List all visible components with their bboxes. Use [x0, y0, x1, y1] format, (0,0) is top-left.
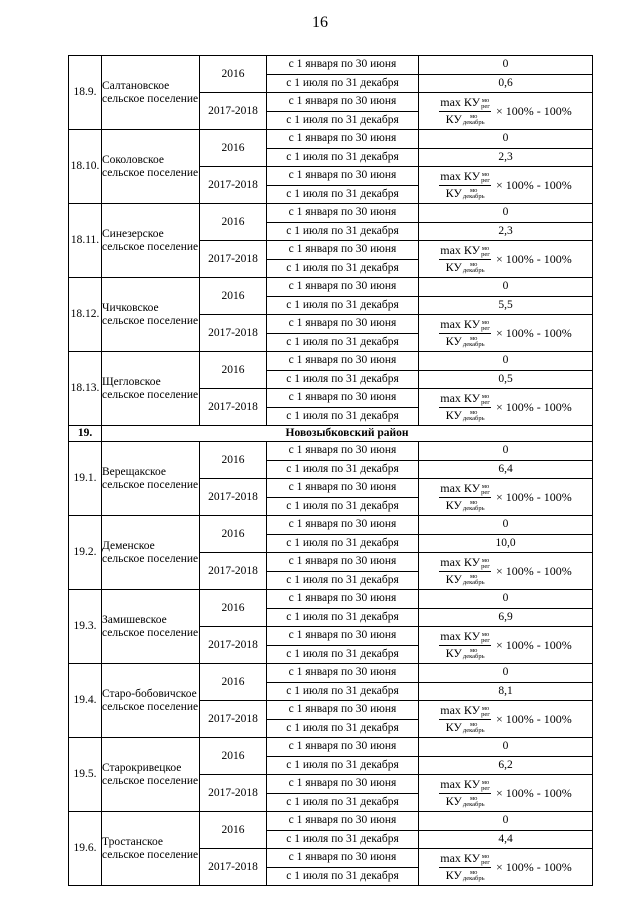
- value-cell: 0: [419, 442, 593, 461]
- value-cell: 2,3: [419, 148, 593, 167]
- formula-numerator: max КУ мо рег: [440, 555, 490, 570]
- value-cell: 0: [419, 738, 593, 757]
- formula-numerator: max КУ мо рег: [440, 777, 490, 792]
- value-cell: 10,0: [419, 534, 593, 553]
- formula-tail: × 100% - 100%: [495, 326, 572, 340]
- formula-numerator: max КУ мо рег: [440, 851, 490, 866]
- formula-cell: [419, 241, 593, 278]
- settlement-name: Верещакское сельское поселение: [102, 442, 200, 516]
- period-cell: с 1 июля по 31 декабря: [267, 74, 419, 93]
- formula-fraction: [439, 244, 491, 274]
- formula-denominator: КУ мо декабрь: [445, 571, 485, 586]
- value-cell: 0: [419, 664, 593, 683]
- period-cell: с 1 июля по 31 декабря: [267, 370, 419, 389]
- value-cell: 0: [419, 278, 593, 297]
- period-cell: с 1 января по 30 июня: [267, 278, 419, 297]
- table-row: [69, 812, 593, 831]
- formula-cell: [419, 389, 593, 426]
- value-cell: 0: [419, 204, 593, 223]
- year-cell: 2016: [200, 590, 267, 627]
- year-cell: 2016: [200, 442, 267, 479]
- period-cell: с 1 января по 30 июня: [267, 56, 419, 75]
- value-cell: 0: [419, 516, 593, 535]
- year-cell: 2017-2018: [200, 553, 267, 590]
- period-cell: с 1 июля по 31 декабря: [267, 111, 419, 130]
- period-cell: с 1 июля по 31 декабря: [267, 645, 419, 664]
- table-row: [69, 664, 593, 683]
- period-cell: с 1 июля по 31 декабря: [267, 830, 419, 849]
- period-cell: с 1 января по 30 июня: [267, 590, 419, 609]
- settlement-name: Синезерское сельское поселение: [102, 204, 200, 278]
- year-cell: 2016: [200, 204, 267, 241]
- formula-fraction: [439, 556, 491, 586]
- row-number: 19.3.: [69, 590, 102, 664]
- formula-cell: [419, 167, 593, 204]
- period-cell: с 1 июля по 31 декабря: [267, 682, 419, 701]
- growth-formula: [419, 389, 592, 425]
- value-cell: 6,4: [419, 460, 593, 479]
- table-row: [69, 352, 593, 371]
- formula-numerator: max КУ мо рег: [440, 317, 490, 332]
- row-number: 18.13.: [69, 352, 102, 426]
- year-cell: 2017-2018: [200, 93, 267, 130]
- settlement-name: Старокривецкое сельское поселение: [102, 738, 200, 812]
- period-cell: с 1 января по 30 июня: [267, 389, 419, 408]
- formula-cell: [419, 315, 593, 352]
- period-cell: с 1 июля по 31 декабря: [267, 259, 419, 278]
- period-cell: с 1 января по 30 июня: [267, 627, 419, 646]
- value-cell: 5,5: [419, 296, 593, 315]
- row-number: 18.12.: [69, 278, 102, 352]
- period-cell: с 1 января по 30 июня: [267, 849, 419, 868]
- growth-formula: [419, 479, 592, 515]
- growth-formula: [419, 315, 592, 351]
- row-number: 19.4.: [69, 664, 102, 738]
- formula-fraction: [439, 852, 491, 882]
- year-cell: 2016: [200, 352, 267, 389]
- table-row: [69, 516, 593, 535]
- period-cell: с 1 июля по 31 декабря: [267, 497, 419, 516]
- formula-fraction: [439, 392, 491, 422]
- formula-fraction: [439, 778, 491, 808]
- period-cell: с 1 января по 30 июня: [267, 812, 419, 831]
- value-cell: 0: [419, 590, 593, 609]
- row-number: 19.6.: [69, 812, 102, 886]
- growth-formula: [419, 701, 592, 737]
- district-name: Новозыбковский район: [102, 426, 593, 442]
- growth-formula: [419, 849, 592, 885]
- period-cell: с 1 января по 30 июня: [267, 93, 419, 112]
- formula-numerator: max КУ мо рег: [440, 703, 490, 718]
- value-cell: 0: [419, 812, 593, 831]
- formula-denominator: КУ мо декабрь: [445, 259, 485, 274]
- formula-denominator: КУ мо декабрь: [445, 497, 485, 512]
- growth-formula: [419, 627, 592, 663]
- period-cell: с 1 января по 30 июня: [267, 553, 419, 572]
- formula-denominator: КУ мо декабрь: [445, 645, 485, 660]
- settlement-name: Соколовское сельское поселение: [102, 130, 200, 204]
- period-cell: с 1 января по 30 июня: [267, 516, 419, 535]
- table-row: [69, 442, 593, 461]
- value-cell: 8,1: [419, 682, 593, 701]
- settlement-name: Щегловское сельское поселение: [102, 352, 200, 426]
- growth-formula: [419, 93, 592, 129]
- period-cell: с 1 января по 30 июня: [267, 315, 419, 334]
- row-number: 18.9.: [69, 56, 102, 130]
- formula-tail: × 100% - 100%: [495, 400, 572, 414]
- period-cell: с 1 января по 30 июня: [267, 701, 419, 720]
- year-cell: 2016: [200, 738, 267, 775]
- formula-tail: × 100% - 100%: [495, 786, 572, 800]
- settlement-name: Тростанское сельское поселение: [102, 812, 200, 886]
- year-cell: 2017-2018: [200, 849, 267, 886]
- year-cell: 2017-2018: [200, 627, 267, 664]
- value-cell: 4,4: [419, 830, 593, 849]
- formula-fraction: [439, 96, 491, 126]
- formula-numerator: max КУ мо рег: [440, 481, 490, 496]
- table-row: [69, 738, 593, 757]
- value-cell: 0: [419, 352, 593, 371]
- row-number: 19.2.: [69, 516, 102, 590]
- period-cell: с 1 июля по 31 декабря: [267, 296, 419, 315]
- formula-numerator: max КУ мо рег: [440, 629, 490, 644]
- formula-denominator: КУ мо декабрь: [445, 407, 485, 422]
- period-cell: с 1 июля по 31 декабря: [267, 185, 419, 204]
- formula-denominator: КУ мо декабрь: [445, 793, 485, 808]
- formula-cell: [419, 849, 593, 886]
- formula-denominator: КУ мо декабрь: [445, 867, 485, 882]
- settlement-name: Чичковское сельское поселение: [102, 278, 200, 352]
- period-cell: с 1 июля по 31 декабря: [267, 867, 419, 886]
- period-cell: с 1 июля по 31 декабря: [267, 571, 419, 590]
- formula-denominator: КУ мо декабрь: [445, 719, 485, 734]
- period-cell: с 1 июля по 31 декабря: [267, 407, 419, 426]
- table-row: [69, 590, 593, 609]
- table-row: [69, 278, 593, 297]
- growth-formula: [419, 553, 592, 589]
- year-cell: 2016: [200, 516, 267, 553]
- formula-tail: × 100% - 100%: [495, 252, 572, 266]
- formula-fraction: [439, 482, 491, 512]
- district-row: [69, 426, 593, 442]
- formula-fraction: [439, 170, 491, 200]
- formula-cell: [419, 93, 593, 130]
- row-number: 18.10.: [69, 130, 102, 204]
- formula-cell: [419, 627, 593, 664]
- period-cell: с 1 января по 30 июня: [267, 352, 419, 371]
- formula-denominator: КУ мо декабрь: [445, 111, 485, 126]
- period-cell: с 1 июля по 31 декабря: [267, 333, 419, 352]
- year-cell: 2016: [200, 56, 267, 93]
- settlement-name: Замишевское сельское поселение: [102, 590, 200, 664]
- year-cell: 2017-2018: [200, 241, 267, 278]
- period-cell: с 1 июля по 31 декабря: [267, 148, 419, 167]
- formula-tail: × 100% - 100%: [495, 490, 572, 504]
- value-cell: 0,6: [419, 74, 593, 93]
- table-row: [69, 56, 593, 75]
- period-cell: с 1 июля по 31 декабря: [267, 793, 419, 812]
- formula-numerator: max КУ мо рег: [440, 95, 490, 110]
- value-cell: 0: [419, 130, 593, 149]
- formula-numerator: max КУ мо рег: [440, 169, 490, 184]
- row-number: 19.5.: [69, 738, 102, 812]
- period-cell: с 1 января по 30 июня: [267, 241, 419, 260]
- formula-numerator: max КУ мо рег: [440, 243, 490, 258]
- formula-fraction: [439, 630, 491, 660]
- period-cell: с 1 января по 30 июня: [267, 204, 419, 223]
- year-cell: 2017-2018: [200, 701, 267, 738]
- period-cell: с 1 января по 30 июня: [267, 664, 419, 683]
- period-cell: с 1 июля по 31 декабря: [267, 460, 419, 479]
- year-cell: 2016: [200, 278, 267, 315]
- period-cell: с 1 июля по 31 декабря: [267, 608, 419, 627]
- tariff-table: [68, 55, 593, 886]
- settlement-name: Старо-бобовичское сельское поселение: [102, 664, 200, 738]
- period-cell: с 1 января по 30 июня: [267, 130, 419, 149]
- period-cell: с 1 января по 30 июня: [267, 442, 419, 461]
- formula-cell: [419, 553, 593, 590]
- formula-fraction: [439, 318, 491, 348]
- formula-tail: × 100% - 100%: [495, 712, 572, 726]
- year-cell: 2017-2018: [200, 167, 267, 204]
- formula-cell: [419, 775, 593, 812]
- period-cell: с 1 января по 30 июня: [267, 775, 419, 794]
- district-number: 19.: [69, 426, 102, 442]
- growth-formula: [419, 775, 592, 811]
- period-cell: с 1 июля по 31 декабря: [267, 719, 419, 738]
- page-number: 16: [312, 14, 328, 31]
- row-number: 18.11.: [69, 204, 102, 278]
- period-cell: с 1 января по 30 июня: [267, 167, 419, 186]
- year-cell: 2016: [200, 130, 267, 167]
- value-cell: 2,3: [419, 222, 593, 241]
- table-row: [69, 130, 593, 149]
- settlement-name: Деменское сельское поселение: [102, 516, 200, 590]
- formula-tail: × 100% - 100%: [495, 178, 572, 192]
- value-cell: 6,9: [419, 608, 593, 627]
- growth-formula: [419, 167, 592, 203]
- table-row: [69, 204, 593, 223]
- formula-cell: [419, 701, 593, 738]
- year-cell: 2016: [200, 812, 267, 849]
- year-cell: 2016: [200, 664, 267, 701]
- year-cell: 2017-2018: [200, 315, 267, 352]
- formula-numerator: max КУ мо рег: [440, 391, 490, 406]
- period-cell: с 1 июля по 31 декабря: [267, 534, 419, 553]
- growth-formula: [419, 241, 592, 277]
- value-cell: 0: [419, 56, 593, 75]
- period-cell: с 1 июля по 31 декабря: [267, 222, 419, 241]
- year-cell: 2017-2018: [200, 479, 267, 516]
- year-cell: 2017-2018: [200, 775, 267, 812]
- value-cell: 6,2: [419, 756, 593, 775]
- formula-tail: × 100% - 100%: [495, 104, 572, 118]
- formula-tail: × 100% - 100%: [495, 638, 572, 652]
- formula-denominator: КУ мо декабрь: [445, 185, 485, 200]
- formula-fraction: [439, 704, 491, 734]
- formula-tail: × 100% - 100%: [495, 564, 572, 578]
- settlement-name: Салтановское сельское поселение: [102, 56, 200, 130]
- value-cell: 0,5: [419, 370, 593, 389]
- period-cell: с 1 января по 30 июня: [267, 738, 419, 757]
- table-body: [69, 56, 593, 886]
- formula-cell: [419, 479, 593, 516]
- row-number: 19.1.: [69, 442, 102, 516]
- period-cell: с 1 января по 30 июня: [267, 479, 419, 498]
- period-cell: с 1 июля по 31 декабря: [267, 756, 419, 775]
- year-cell: 2017-2018: [200, 389, 267, 426]
- formula-denominator: КУ мо декабрь: [445, 333, 485, 348]
- formula-tail: × 100% - 100%: [495, 860, 572, 874]
